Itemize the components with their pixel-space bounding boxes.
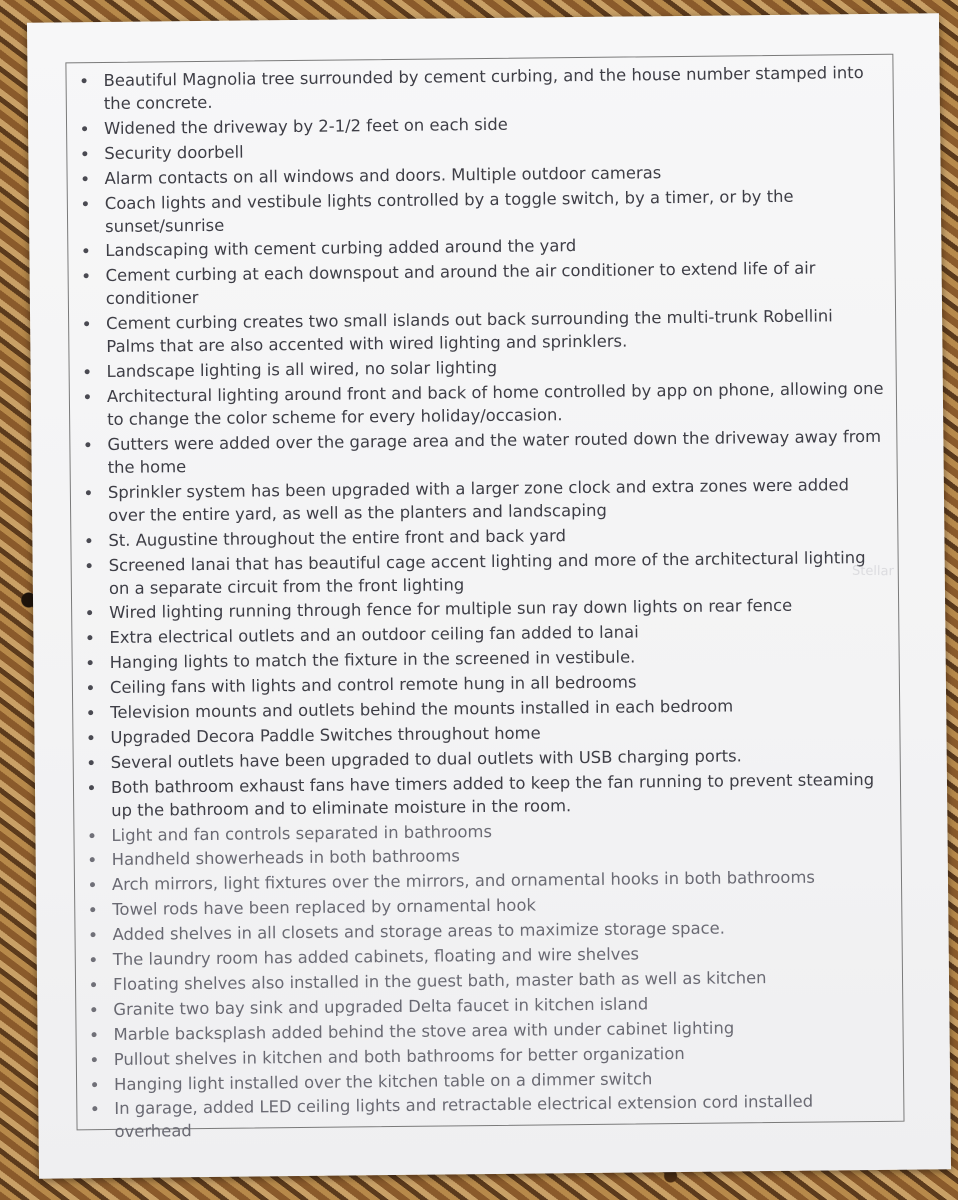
list-item-text: Screened lanai that has beautiful cage accent lighting and more of the architectural lighting on a separate circuit from the front lighting	[108, 547, 866, 598]
bullet-icon	[82, 151, 87, 156]
bullet-icon	[87, 636, 92, 641]
bullet-icon	[82, 78, 87, 83]
list-item-text: Hanging light installed over the kitchen table on a dimmer switch	[113, 1068, 653, 1094]
list-item-text: Upgraded Decora Paddle Switches throughout home	[110, 723, 541, 747]
bullet-icon	[91, 932, 96, 937]
bullet-icon	[83, 249, 88, 254]
list-item-text: In garage, added LED ceiling lights and retractable electrical extension cord installed overhead	[114, 1092, 814, 1142]
list-item-text: Extra electrical outlets and an outdoor ceiling fan added to lanai	[109, 622, 639, 648]
bullet-icon	[90, 907, 95, 912]
list-item-text: Several outlets have been upgraded to dual outlets with USB charging ports.	[110, 746, 742, 772]
list-item	[114, 1089, 893, 1143]
list-item-text: Landscape lighting is all wired, no solar lighting	[106, 358, 498, 382]
list-item	[106, 304, 885, 358]
list-item-text: Gutters were added over the garage area and the water routed down the driveway away from the home	[107, 426, 882, 477]
list-item-text: Coach lights and vestibule lights controlled by a toggle switch, by a timer, or by the sunset/sunrise	[104, 186, 794, 236]
bullet-icon	[91, 957, 96, 962]
list-item-text: Arch mirrors, light fixtures over the mirrors, and ornamental hooks in both bathrooms	[111, 867, 816, 895]
watermark: Stellar	[851, 563, 894, 580]
list-item-text: Light and fan controls separated in bathrooms	[111, 821, 493, 845]
list-item-text: Pullout shelves in kitchen and both bathrooms for better organization	[113, 1043, 685, 1069]
list-item-text: Wired lighting running through fence for multiple sun ray down lights on rear fence	[109, 596, 793, 623]
list-item-text: Handheld showerheads in both bathrooms	[111, 846, 461, 870]
list-item	[107, 377, 886, 431]
list-item-text: Floating shelves also installed in the guest bath, master bath as well as kitchen	[112, 968, 767, 994]
bullet-icon	[84, 274, 89, 279]
list-item-text: Security doorbell	[104, 142, 244, 163]
bullet-icon	[92, 1057, 97, 1062]
bullet-icon	[89, 760, 94, 765]
list-item-text: Widened the driveway by 2-1/2 feet on each side	[103, 114, 508, 138]
bullet-icon	[91, 982, 96, 987]
bullet-icon	[85, 442, 90, 447]
bullet-icon	[88, 710, 93, 715]
bullet-icon	[90, 858, 95, 863]
list-item-text: Beautiful Magnolia tree surrounded by cement curbing, and the house number stamped into the concrete.	[103, 63, 864, 114]
list-item-text: Architectural lighting around front and back of home controlled by app on phone, allowing one to change the color scheme for every holiday/occasion.	[106, 378, 884, 430]
bullet-icon	[86, 538, 91, 543]
bullet-icon	[90, 883, 95, 888]
list-item	[107, 425, 886, 479]
list-item-text: St. Augustine throughout the entire front and back yard	[108, 525, 567, 550]
list-item-text: Ceiling fans with lights and control remote hung in all bedrooms	[109, 672, 637, 698]
list-item-text: Towel rods have been replaced by ornamental hook	[112, 895, 537, 920]
bullet-icon	[84, 321, 89, 326]
bullet-icon	[83, 201, 88, 206]
list-item-text: Sprinkler system has been upgraded with a larger zone clock and extra zones were added over the entire yard, as well as the planters and landscaping	[107, 475, 850, 525]
content-frame	[65, 54, 904, 1142]
list-item-text: The laundry room has added cabinets, floating and wire shelves	[112, 944, 640, 970]
list-item-text: Added shelves in all closets and storage areas to maximize storage space.	[112, 918, 725, 945]
list-item-text: Television mounts and outlets behind the mounts installed in each bedroom	[110, 696, 734, 723]
list-item-text: Landscaping with cement curbing added around the yard	[105, 236, 577, 261]
bullet-icon	[92, 1032, 97, 1037]
bullet-icon	[92, 1107, 97, 1112]
bullet-icon	[88, 660, 93, 665]
bullet-icon	[85, 394, 90, 399]
bullet-icon	[82, 126, 87, 131]
bullet-icon	[89, 785, 94, 790]
feature-list	[66, 55, 903, 1144]
bullet-icon	[83, 176, 88, 181]
bullet-icon	[88, 685, 93, 690]
list-item	[105, 183, 884, 237]
bullet-icon	[86, 490, 91, 495]
list-item-text: Granite two bay sink and upgraded Delta faucet in kitchen island	[113, 994, 649, 1019]
bullet-icon	[87, 611, 92, 616]
bullet-icon	[89, 833, 94, 838]
list-item	[109, 545, 888, 599]
list-item	[106, 256, 885, 310]
list-item-text: Hanging lights to match the fixture in the screened in vestibule.	[109, 647, 636, 673]
bullet-icon	[92, 1082, 97, 1087]
list-item	[108, 473, 887, 527]
list-item	[103, 61, 882, 115]
list-item	[111, 768, 890, 822]
bullet-icon	[85, 369, 90, 374]
bullet-icon	[88, 735, 93, 740]
bullet-icon	[91, 1007, 96, 1012]
list-item-text: Cement curbing creates two small islands out back surrounding the multi-trunk Robellini Palms that are also accented with wired lighting and sprinklers.	[106, 306, 833, 357]
list-item-text: Cement curbing at each downspout and around the air conditioner to extend life of air conditioner	[105, 258, 816, 309]
paper-sheet	[27, 13, 951, 1178]
list-item-text: Marble backsplash added behind the stove area with under cabinet lighting	[113, 1018, 735, 1044]
list-item-text: Both bathroom exhaust fans have timers added to keep the fan running to prevent steaming up the bathroom and to eliminate moisture in the room.	[110, 769, 875, 820]
bullet-icon	[87, 563, 92, 568]
list-item-text: Alarm contacts on all windows and doors. Multiple outdoor cameras	[104, 162, 662, 188]
